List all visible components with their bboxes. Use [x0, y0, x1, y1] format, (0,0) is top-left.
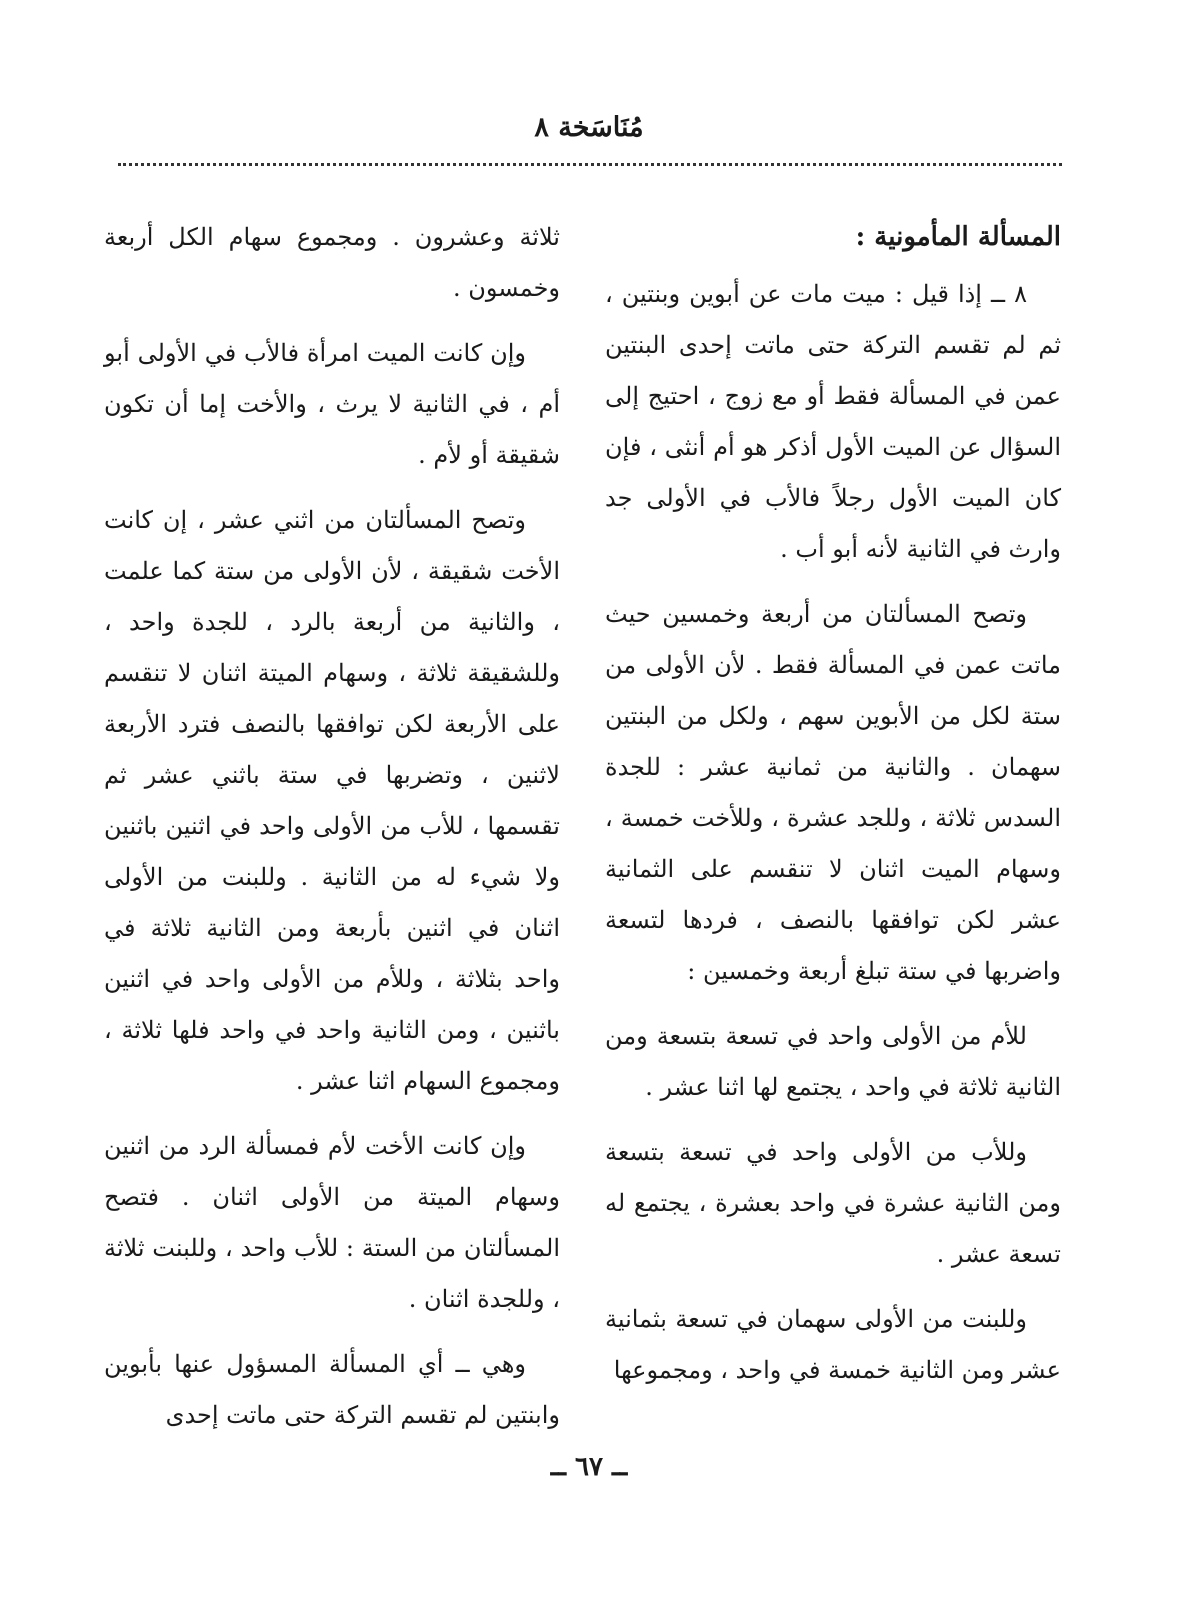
- paragraph: وللبنت من الأولى سهمان في تسعة بثمانية عشر ومن الثانية خمسة في واحد ، ومجموعها: [605, 1305, 1061, 1384]
- paragraph: وتصح المسألتان من اثني عشر ، إن كانت الأخت شقيقة ، لأن الأولى من ستة كما علمت ، والثانية من أربعة بالرد ، للجدة واحد ، وللشقيقة ثلاثة ، وسهام الميتة اثنان لا تنقسم على الأربعة لكن توافقها بالنصف فترد الأربعة لاثنين ، وتضربها في ستة باثني عشر ثم تقسمها ، للأب من الأولى واحد في اثنين باثنين ولا شيء له من الثانية . وللبنت من الأولى اثنان في اثنين بأربعة ومن الثانية ثلاثة في واحد بثلاثة ، وللأم من الأولى واحد في اثنين باثنين ، ومن الثانية واحد في واحد فلها ثلاثة ، ومجموع السهام اثنا عشر .: [104, 506, 560, 1095]
- right-column: [605, 212, 1061, 1410]
- page-number: ــ ٦٧ ــ: [550, 1452, 628, 1482]
- paragraph: ثلاثة وعشرون . ومجموع سهام الكل أربعة وخمسون .: [104, 223, 560, 302]
- paragraph: وهي ــ أي المسألة المسؤول عنها بأبوين وابنتين لم تقسم التركة حتى ماتت إحدى: [104, 1350, 560, 1429]
- paragraph: للأم من الأولى واحد في تسعة بتسعة ومن الثانية ثلاثة في واحد ، يجتمع لها اثنا عشر .: [605, 1022, 1061, 1101]
- paragraph: وللأب من الأولى واحد في تسعة بتسعة ومن الثانية عشرة في واحد بعشرة ، يجتمع له تسعة عشر .: [605, 1138, 1061, 1268]
- section-heading: المسألة المأمونية :: [855, 222, 1061, 252]
- left-column: [104, 212, 560, 1455]
- page-header-title: مُنَاسَخة ٨: [534, 112, 644, 143]
- paragraph: وإن كانت الميت امرأة فالأب في الأولى أبو أم ، في الثانية لا يرث ، والأخت إما أن تكون شقيقة أو لأم .: [104, 339, 560, 469]
- paragraph: ٨ ــ إذا قيل : ميت مات عن أبوين وبنتين ، ثم لم تقسم التركة حتى ماتت إحدى البنتين عمن في المسألة فقط أو مع زوج ، احتيج إلى السؤال عن الميت الأول أذكر هو أم أنثى ، فإن كان الميت الأول رجلاً فالأب في الأولى جد وارث في الثانية لأنه أبو أب .: [605, 280, 1061, 563]
- paragraph: وتصح المسألتان من أربعة وخمسين حيث ماتت عمن في المسألة فقط . لأن الأولى من ستة لكل من الأبوين سهم ، ولكل من البنتين سهمان . والثانية من ثمانية عشر : للجدة السدس ثلاثة ، وللجد عشرة ، وللأخت خمسة ، وسهام الميت اثنان لا تنقسم على الثمانية عشر لكن توافقها بالنصف ، فردها لتسعة واضربها في ستة تبلغ أربعة وخمسين :: [605, 600, 1061, 985]
- paragraph: وإن كانت الأخت لأم فمسألة الرد من اثنين وسهام الميتة من الأولى اثنان . فتصح المسألتان من الستة : للأب واحد ، وللبنت ثلاثة ، وللجدة اثنان .: [104, 1132, 560, 1313]
- header-divider: [118, 163, 1062, 166]
